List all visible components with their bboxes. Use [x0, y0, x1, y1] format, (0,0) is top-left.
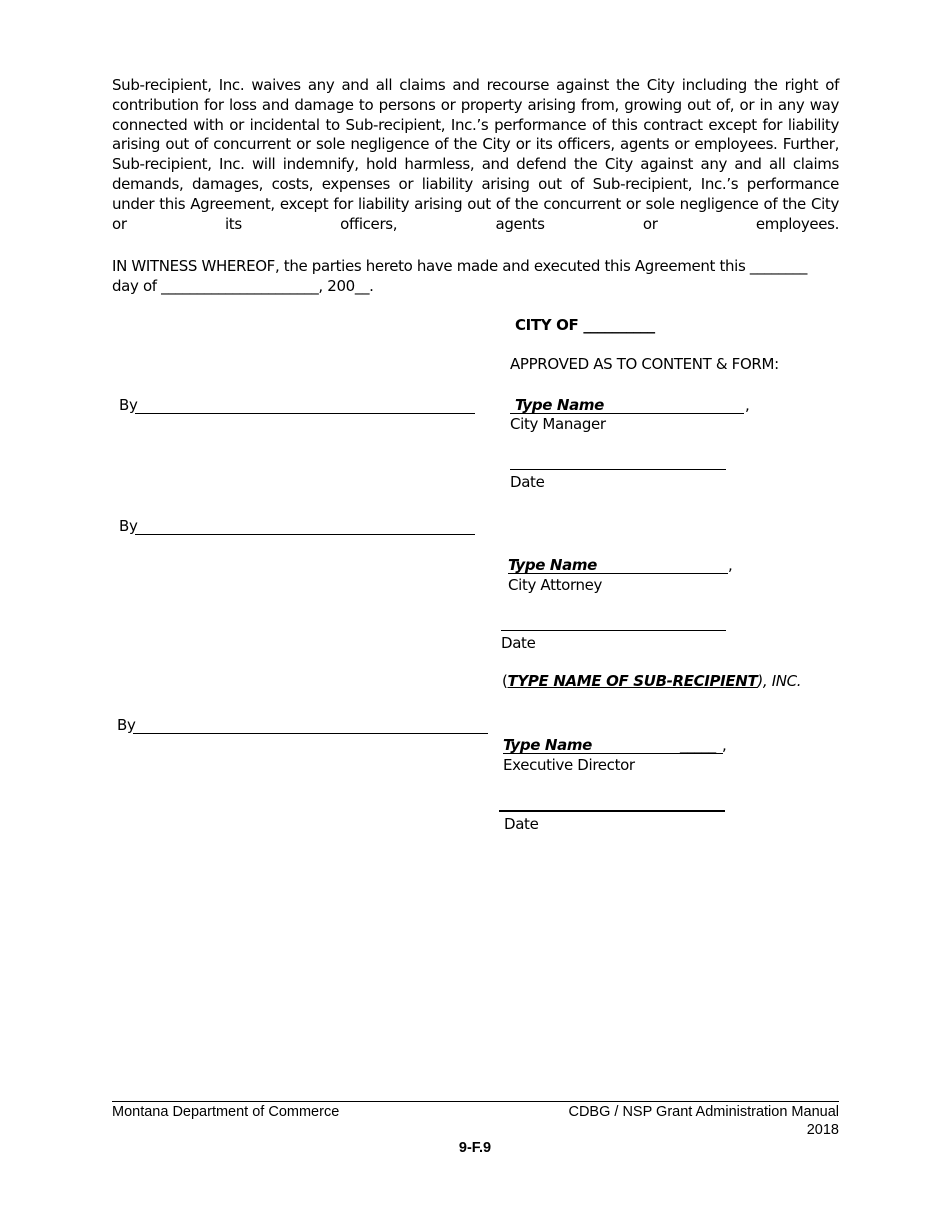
director-name: Type Name	[503, 736, 592, 754]
by-label-1: By	[119, 396, 138, 414]
manager-date-label: Date	[510, 473, 545, 491]
page-number: 9-F.9	[458, 1140, 492, 1156]
director-date-label: Date	[504, 815, 539, 833]
body-paragraph-text: Sub-recipient, Inc. waives any and all claims and recourse against the City including the right of contribution for loss and damage to persons or property arising from, growing out of, or in any way connected with or incidental to Sub-recipient, Inc.’s performance of this contract except for liability arising out of concurrent or sole negligence of the City or its officers, agents or employees. Further, Sub-recipient, Inc. will indemnify, hold harmless, and defend the City against any and all claims demands, damages, costs, expenses or liability arising out of Sub-recipient, Inc.’s performance under this Agreement, except for liability arising out of the concurrent or sole negligence of the City or its officers, agents or employees.	[112, 76, 839, 233]
director-comma: ,	[722, 736, 727, 754]
by-label-2: By	[119, 517, 138, 535]
by-signature-line-3[interactable]	[133, 733, 488, 734]
witness-line-1: IN WITNESS WHEREOF, the parties hereto have made and executed this Agreement this ________	[112, 257, 808, 275]
by-signature-line-1[interactable]	[135, 413, 475, 414]
attorney-date-label: Date	[501, 634, 536, 652]
director-date-line[interactable]	[499, 810, 725, 812]
witness-line-2: day of ______________________, 200__.	[112, 277, 374, 295]
footer-right-line-2: 2018	[806, 1122, 839, 1138]
footer-left: Montana Department of Commerce	[112, 1104, 340, 1120]
manager-name: Type Name	[515, 396, 604, 414]
subrecipient-heading	[502, 672, 801, 690]
manager-date-line[interactable]	[510, 469, 726, 470]
footer-right-line-1: CDBG / NSP Grant Administration Manual	[568, 1104, 839, 1120]
subrecipient-inc: ), INC.	[757, 672, 802, 690]
attorney-name-line	[508, 573, 728, 574]
director-title: Executive Director	[503, 756, 635, 774]
body-paragraph	[112, 76, 839, 254]
manager-title: City Manager	[510, 415, 606, 433]
subrecipient-open-paren: (	[502, 672, 508, 690]
attorney-comma: ,	[728, 556, 733, 574]
manager-comma: ,	[745, 396, 750, 414]
by-signature-line-2[interactable]	[135, 534, 475, 535]
city-heading: CITY OF __________	[515, 316, 655, 334]
attorney-name: Type Name	[508, 556, 597, 574]
by-label-3: By	[117, 716, 136, 734]
director-blank: _____	[680, 736, 716, 754]
approved-heading: APPROVED AS TO CONTENT & FORM:	[510, 355, 779, 373]
manager-name-line	[510, 413, 744, 414]
subrecipient-name: TYPE NAME OF SUB-RECIPIENT	[507, 672, 758, 690]
attorney-title: City Attorney	[508, 576, 603, 594]
footer-rule	[112, 1101, 839, 1102]
attorney-date-line[interactable]	[501, 630, 726, 631]
